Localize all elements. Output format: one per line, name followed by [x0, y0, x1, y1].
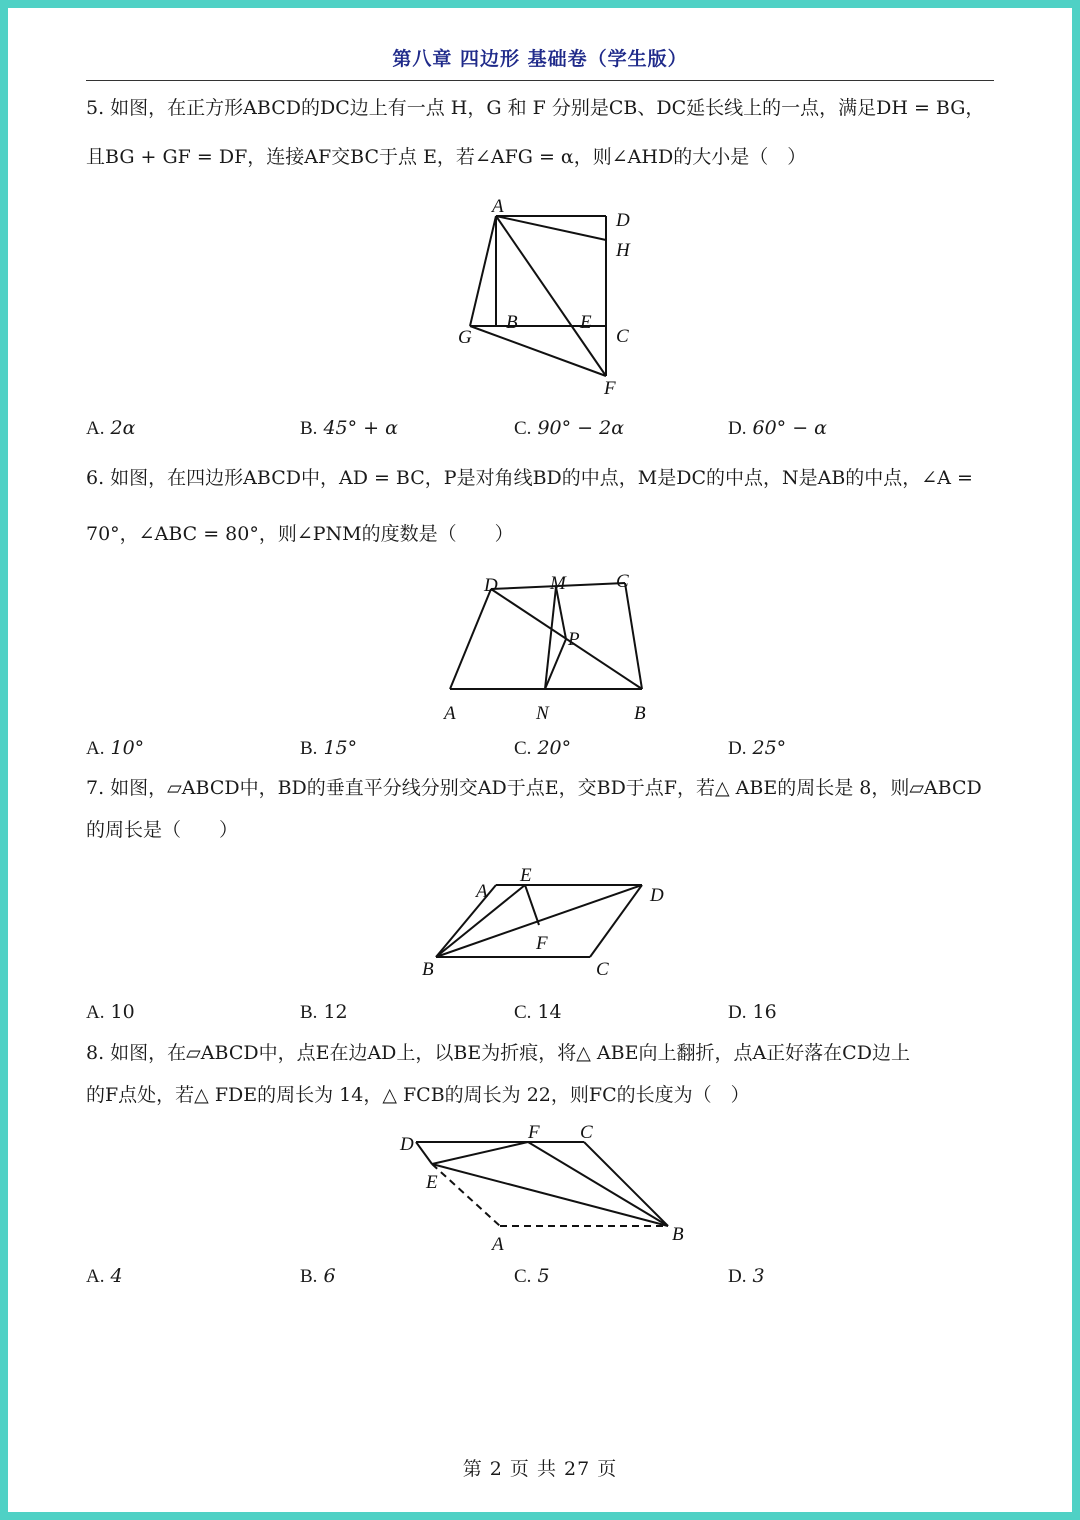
q7-line-dc	[590, 885, 642, 957]
q6-option-c[interactable]: C. 20°	[514, 737, 572, 759]
q7-line-ef	[525, 885, 539, 925]
q6-label-m: M	[550, 573, 566, 594]
q6-line-db	[491, 589, 642, 689]
q5-figure	[448, 198, 668, 398]
q5-label-a: A	[492, 198, 504, 217]
q8-label-d: D	[400, 1134, 414, 1155]
q5-text-line1: 5. 如图，在正方形ABCD的DC边上有一点 H，G 和 F 分别是CB、DC延长线上的一点，满足DH = BG，	[86, 97, 985, 119]
q6-label-a: A	[444, 703, 456, 723]
q8-label-e: E	[426, 1172, 438, 1193]
q7-text-line2: 的周长是（ ）	[86, 819, 239, 841]
q5-label-g: G	[458, 327, 472, 348]
q7-option-c[interactable]: C. 14	[514, 1001, 562, 1023]
q6-option-d[interactable]: D. 25°	[728, 737, 787, 759]
q7-label-f: F	[536, 933, 548, 954]
q7-option-b[interactable]: B. 12	[300, 1001, 348, 1023]
q8-label-f: F	[528, 1122, 540, 1143]
q6-text-line2: 70°，∠ABC = 80°，则∠PNM的度数是（ ）	[86, 523, 514, 545]
q5-label-f: F	[604, 378, 616, 398]
q6-option-b[interactable]: B. 15°	[300, 737, 358, 759]
q6-line-mp	[556, 587, 566, 639]
q5-option-b[interactable]: B. 45° + α	[300, 417, 398, 439]
q8-option-b[interactable]: B. 6	[300, 1265, 336, 1287]
q8-label-b: B	[672, 1224, 684, 1245]
q6-label-p: P	[568, 629, 580, 650]
q8-text-line2: 的F点处，若△ FDE的周长为 14，△ FCB的周长为 22，则FC的长度为（ ）	[86, 1084, 750, 1106]
q6-option-a[interactable]: A. 10°	[86, 737, 145, 759]
q8-option-d[interactable]: D. 3	[728, 1265, 765, 1287]
q8-option-c[interactable]: C. 5	[514, 1265, 550, 1287]
q8-line-eb	[432, 1164, 668, 1226]
q5-label-c: C	[616, 326, 629, 347]
q7-label-a: A	[476, 881, 488, 902]
q6-label-b: B	[634, 703, 646, 723]
q8-label-c: C	[580, 1122, 593, 1143]
q8-figure	[388, 1120, 708, 1255]
page-title: 第八章 四边形 基础卷（学生版）	[392, 48, 688, 70]
q6-line-ad	[450, 589, 491, 689]
q7-label-b: B	[422, 959, 434, 980]
q5-line-af	[496, 216, 606, 376]
q6-figure	[428, 563, 668, 723]
q5-line-ag	[470, 216, 496, 326]
q5-text-line2: 且BG + GF = DF，连接AF交BC于点 E，若∠AFG = α，则∠AHD的大小是（ ）	[86, 146, 807, 168]
q6-text-line1: 6. 如图，在四边形ABCD中，AD = BC，P是对角线BD的中点，M是DC的中点，N是AB的中点，∠A =	[86, 467, 973, 489]
q7-label-e: E	[520, 865, 532, 886]
q5-label-e: E	[580, 312, 592, 333]
q8-label-a: A	[492, 1234, 504, 1255]
q8-line-ef	[432, 1142, 528, 1164]
q5-line-gf	[470, 326, 606, 376]
q6-label-d: D	[484, 575, 498, 596]
q5-label-d: D	[616, 210, 630, 231]
q5-label-h: H	[616, 240, 630, 261]
q6-line-cb	[625, 583, 642, 689]
page-footer: 第 2 页 共 27 页	[462, 1458, 618, 1480]
q7-text-line1: 7. 如图，▱ABCD中，BD的垂直平分线分别交AD于点E，交BD于点F，若△ ABE的周长是 8，则▱ABCD	[86, 777, 982, 799]
q7-label-c: C	[596, 959, 609, 980]
q7-option-a[interactable]: A. 10	[86, 1001, 135, 1023]
q7-option-d[interactable]: D. 16	[728, 1001, 777, 1023]
q5-option-a[interactable]: A. 2α	[86, 417, 136, 439]
q5-label-b: B	[506, 312, 518, 333]
header-divider	[86, 80, 994, 81]
q7-figure	[408, 863, 688, 988]
q5-option-c[interactable]: C. 90° − 2α	[514, 417, 625, 439]
q8-option-a[interactable]: A. 4	[86, 1265, 123, 1287]
q6-label-c: C	[616, 571, 629, 592]
q5-line-ah	[496, 216, 606, 240]
q6-label-n: N	[536, 703, 549, 723]
q8-text-line1: 8. 如图，在▱ABCD中，点E在边AD上，以BE为折痕，将△ ABE向上翻折，点A正好落在CD边上	[86, 1042, 910, 1064]
q8-line-de	[416, 1142, 432, 1164]
q7-label-d: D	[650, 885, 664, 906]
q5-option-d[interactable]: D. 60° − α	[728, 417, 827, 439]
